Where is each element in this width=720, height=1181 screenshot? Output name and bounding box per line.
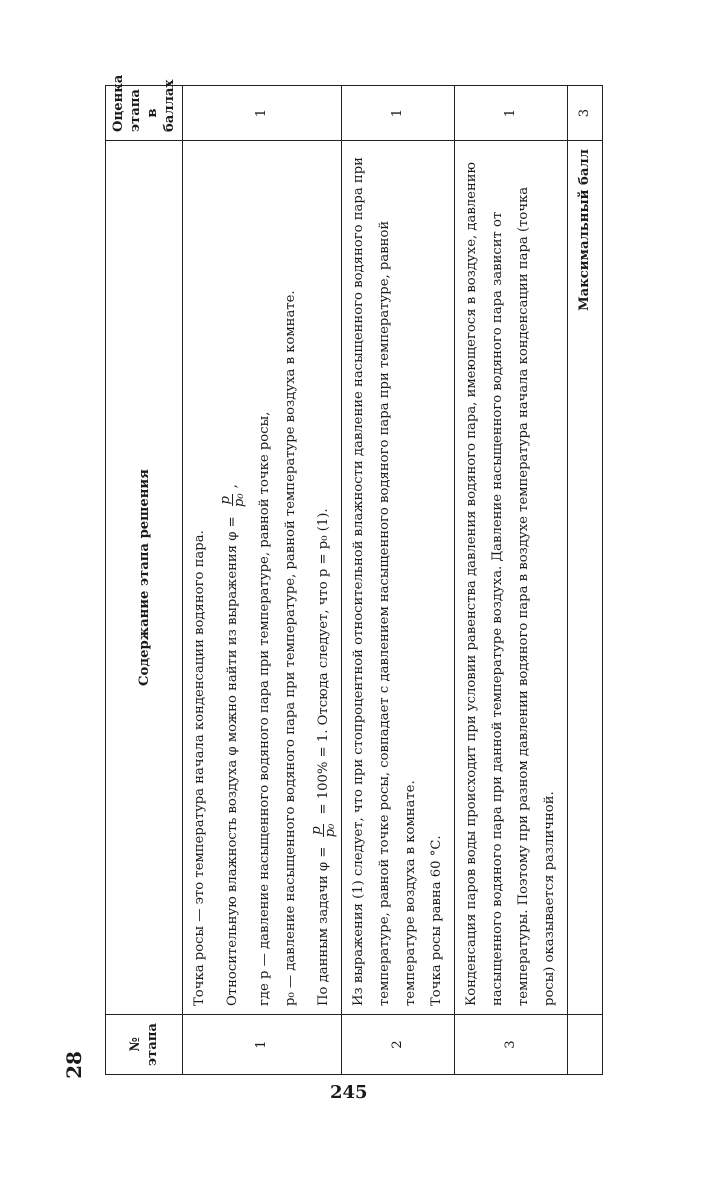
max-score-row [568,86,603,1075]
table-row [342,86,455,1075]
table-row [455,86,568,1075]
stage-score: 1 [183,86,342,141]
fraction-numerator: p [309,826,324,835]
stage-number: 2 [342,1015,455,1075]
stage-number: 1 [183,1015,342,1075]
stage-content [183,141,342,1015]
fraction-numerator: p [218,495,233,505]
text-line: Точка росы равна 60 °С. [429,835,444,1006]
stage-number: 3 [455,1015,568,1075]
text-line: Точка росы — это температура начала конденсации водяного пара. [192,530,207,1006]
header-stage-content: Содержание этапа решения [106,141,183,1015]
formula: φ = p p₀ , [218,484,247,541]
solution-table [105,74,603,1075]
formula-lhs: φ = [316,846,331,872]
text-line: Из выражения (1) следует, что при стопроцентной относительной влажности давление насыщенного водяного пара при температуре, равной точке росы, совпадает с давлением насыщенного водяного пара при температуре, равной температуре воздуха в комнате. [351,157,418,1006]
rotated-table-area [105,74,655,1075]
text-line [219,149,246,1006]
text-line [310,149,337,1006]
fraction [219,491,246,509]
fraction-denominator: p₀ [232,493,247,508]
header-row [106,86,183,1075]
header-stage-score: Оценка этапа в баллах [106,86,183,141]
header-stage-number: № этапа [106,1015,183,1075]
stage-content [455,141,568,1015]
max-score-value: 3 [568,86,603,141]
text-line: p₀ — давление насыщенного водяного пара при температуре, равной температуре воздуха в комнате. [283,290,298,1006]
formula-lhs: φ = [225,516,240,541]
formula-rhs: = 100% = 1 [316,733,331,815]
text-line: Конденсация паров воды происходит при условии равенства давления водяного пара, имеющегося в воздухе, давлению насыщенного водяного пара при данной температуре воздуха. Давление насыщенного водяного пара зависит от температуры. Поэтому при разном давлении водяного пара в воздухе температура начала конденсации пара (точка росы) оказывается различной. [464,161,557,1006]
stage-score: 1 [342,86,455,141]
stage-score: 1 [455,86,568,141]
fraction-denominator: p₀ [323,823,338,838]
text-fragment: Относительную влажность воздуха φ можно найти из выражения [225,544,240,1006]
text-line: где p — давление насыщенного водяного пара при температуре, равной точке росы, [257,411,272,1006]
problem-number: 28 [62,1051,86,1079]
page-number: 245 [330,1082,368,1103]
text-fragment: По данным задачи [316,875,331,1006]
stage-content [342,141,455,1015]
max-score-label: Максимальный балл [568,141,603,1015]
empty-cell [568,1015,603,1075]
fraction [310,822,337,840]
table-row [183,86,342,1075]
text-fragment: . Отсюда следует, что p = p₀ (1). [316,508,331,734]
